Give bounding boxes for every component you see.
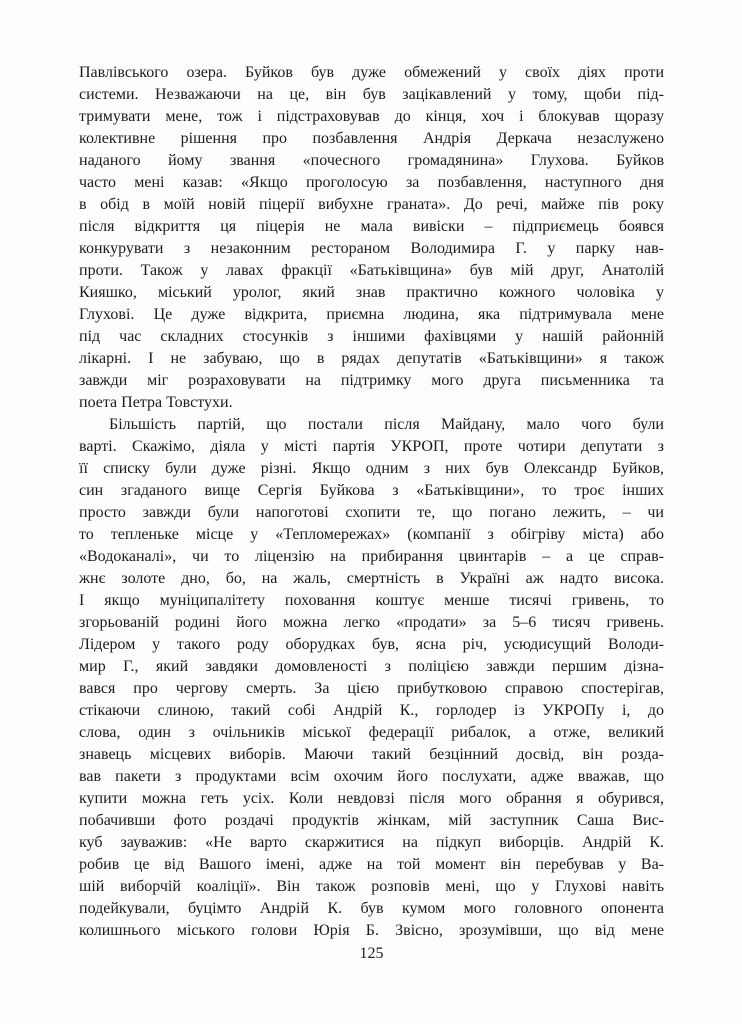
text-line: стікаючи слиною, такий собі Андрій К., горлодер із УКРОПу і, до <box>79 702 664 719</box>
text-line: вав пакети з продуктами всім охочим його послухати, адже вважав, що <box>79 768 664 785</box>
text-line: Глухові. Це дуже відкрита, приємна людина, яка підтримувала мене <box>79 306 664 323</box>
text-line: варті. Скажімо, діяла у місті партія УКРОП, проте чотири депутати з <box>79 438 664 455</box>
text-line: системи. Незважаючи на це, він був зацікавлений у тому, щоби під- <box>79 86 664 103</box>
text-line: вався про чергову смерть. За цією прибутковою справою спостерігав, <box>79 680 664 697</box>
text-line: її списку були дуже різні. Якщо одним з них був Олександр Буйков, <box>79 460 664 477</box>
text-line: слова, один з очільників міської федерації рибалок, а отже, великий <box>79 724 664 741</box>
text-line: син згаданого вище Сергія Буйкова з «Батьківщини», то троє інших <box>79 482 664 499</box>
text-line: «Водоканалі», чи то ліцензію на прибирання цвинтарів – а це справ- <box>79 548 664 565</box>
text-line: колективне рішення про позбавлення Андрія Деркача незаслужено <box>79 130 664 147</box>
text-line: жнє золоте дно, бо, на жаль, смертність в Україні аж надто висока. <box>79 570 664 587</box>
paragraph <box>79 414 664 942</box>
text-line: згорьованій родині його можна легко «продати» за 5–6 тисяч гривень. <box>79 614 664 631</box>
text-line: Павлівського озера. Буйков був дуже обмежений у своїх діях проти <box>79 64 664 81</box>
text-line: шій виборчій коаліції». Він також розповів мені, що у Глухові навіть <box>79 878 664 895</box>
text-line: Більшість партій, що постали після Майдану, мало чого були <box>109 416 664 433</box>
text-line: куб зауважив: «Не варто скаржитися на підкуп виборців. Андрій К. <box>79 834 664 851</box>
text-line: Лідером у такого роду оборудках був, ясна річ, усюдисущий Володи- <box>79 636 664 653</box>
text-line: то тепленьке місце у «Тепломережах» (компанії з обігріву міста) або <box>79 526 664 543</box>
text-line: просто завжди були напоготові схопити те, що погано лежить, – чи <box>79 504 664 521</box>
text-line: тримувати мене, тож і підстраховував до кінця, хоч і блокував щоразу <box>79 108 664 125</box>
text-line: конкурувати з незаконним рестораном Володимира Г. у парку нав- <box>79 240 664 257</box>
text-line: часто мені казав: «Якщо проголосую за позбавлення, наступного дня <box>79 174 664 191</box>
text-block <box>79 62 664 942</box>
text-line: купити можна геть усіх. Коли невдовзі після мого обрання я обурився, <box>79 790 664 807</box>
paragraph <box>79 62 664 414</box>
text-line: в обід в моїй новій піцерії вибухне граната». До речі, майже пів року <box>79 196 664 213</box>
text-line: наданого йому звання «почесного громадянина» Глухова. Буйков <box>79 152 664 169</box>
text-line: І якщо муніципалітету поховання коштує менше тисячі гривень, то <box>79 592 664 609</box>
text-line: колишнього міського голови Юрія Б. Звісно, зрозумівши, що від мене <box>79 922 664 939</box>
page-number: 125 <box>359 945 384 962</box>
text-line: мир Г., який завдяки домовленості з поліцією завжди першим дізна- <box>79 658 664 675</box>
text-line: поета Петра Товстухи. <box>79 394 233 411</box>
text-line: завжди міг розраховувати на підтримку мого друга письменника та <box>79 372 664 389</box>
text-line: проти. Також у лавах фракції «Батьківщина» був мій друг, Анатолій <box>79 262 664 279</box>
text-line: подейкували, буцімто Андрій К. був кумом мого головного опонента <box>79 900 664 917</box>
text-line: під час складних стосунків з іншими фахівцями у нашій районній <box>79 328 664 345</box>
text-line: після відкриття ця піцерія не мала вивіски – підприємець боявся <box>79 218 664 235</box>
text-line: лікарні. І не забуваю, що в рядах депутатів «Батьківщини» я також <box>79 350 664 367</box>
text-line: робив це від Вашого імені, адже на той момент він перебував у Ва- <box>79 856 664 873</box>
text-line: побачивши фото роздачі продуктів жінкам, мій заступник Саша Вис- <box>79 812 664 829</box>
text-line: знавець місцевих виборів. Маючи такий безцінний досвід, він розда- <box>79 746 664 763</box>
text-line: Кияшко, міський уролог, який знав практично кожного чоловіка у <box>79 284 664 301</box>
